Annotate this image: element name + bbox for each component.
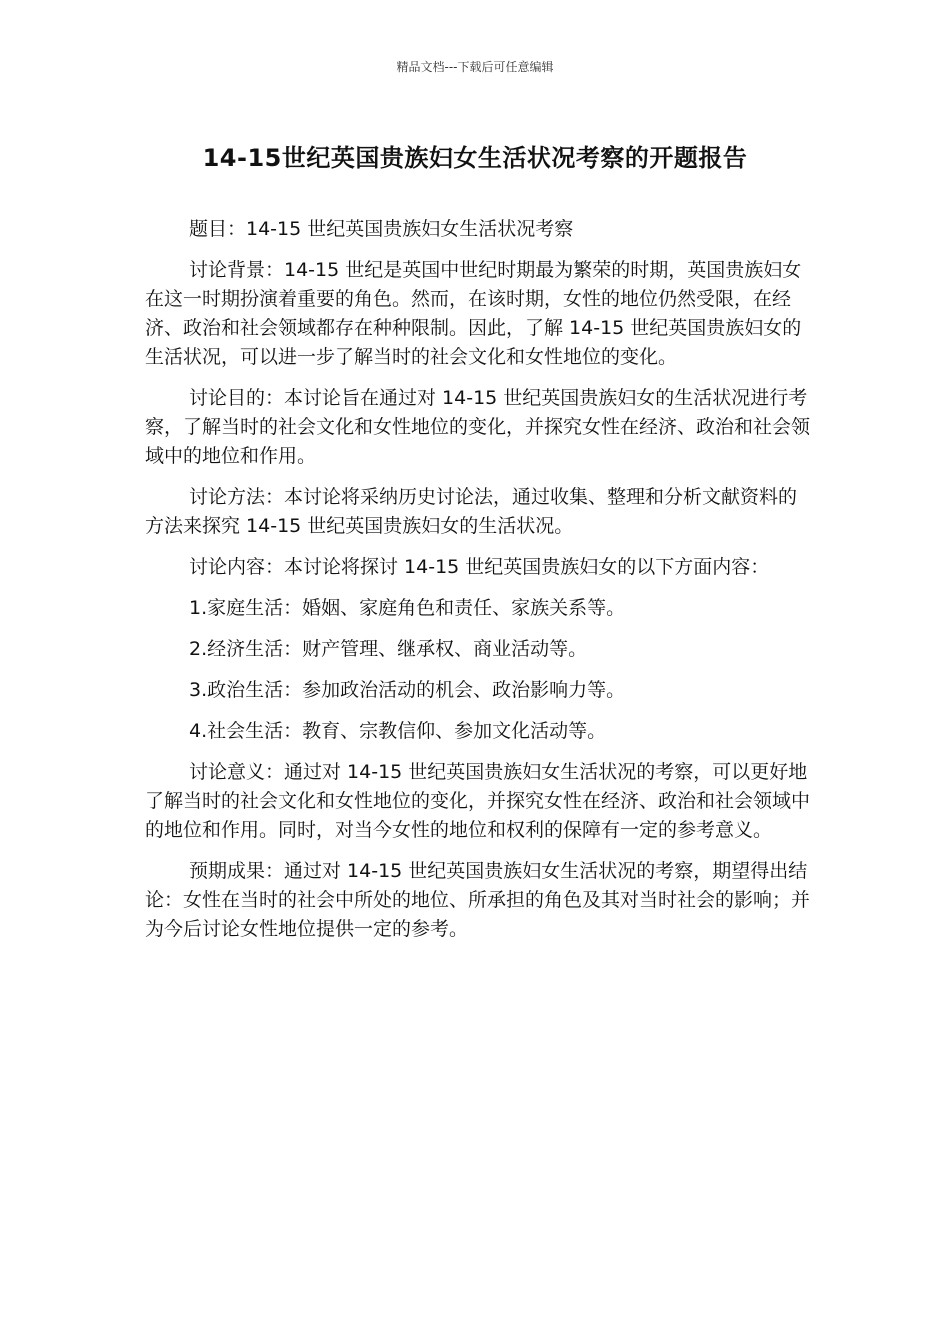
paragraph-background: 讨论背景：14-15 世纪是英国中世纪时期最为繁荣的时期，英国贵族妇女在这一时期扮演着重要的角色。然而，在该时期，女性的地位仍然受限，在经济、政治和社会领域都存在种种限制。因此，了解 14-15 世纪英国贵族妇女的生活状况，可以进一步了解当时的社会文化和女性地位的变化。	[145, 259, 802, 368]
paragraph-method: 讨论方法：本讨论将采纳历史讨论法，通过收集、整理和分析文献资料的方法来探究 14-15 世纪英国贵族妇女的生活状况。	[145, 486, 798, 537]
list-item-family-life: 1.家庭生活：婚姻、家庭角色和责任、家族关系等。	[189, 597, 626, 619]
paragraph-purpose: 讨论目的：本讨论旨在通过对 14-15 世纪英国贵族妇女的生活状况进行考察，了解当时的社会文化和女性地位的变化，并探究女性在经济、政治和社会领域中的地位和作用。	[145, 387, 811, 467]
paragraph-topic: 题目：14-15 世纪英国贵族妇女生活状况考察	[189, 218, 574, 240]
list-item-political-life: 3.政治生活：参加政治活动的机会、政治影响力等。	[189, 679, 626, 701]
page-header: 精品文档---下载后可任意编辑	[396, 60, 554, 74]
document-body	[145, 215, 810, 956]
paragraph-expected-results: 预期成果：通过对 14-15 世纪英国贵族妇女生活状况的考察，期望得出结论：女性在当时的社会中所处的地位、所承担的角色及其对当时社会的影响；并为今后讨论女性地位提供一定的参考。	[145, 860, 811, 940]
paragraph-significance: 讨论意义：通过对 14-15 世纪英国贵族妇女生活状况的考察，可以更好地了解当时的社会文化和女性地位的变化，并探究女性在经济、政治和社会领域中的地位和作用。同时，对当今女性的地位和权利的保障有一定的参考意义。	[145, 761, 811, 841]
document-title: 14-15世纪英国贵族妇女生活状况考察的开题报告	[202, 144, 748, 172]
list-item-social-life: 4.社会生活：教育、宗教信仰、参加文化活动等。	[189, 720, 607, 742]
list-item-economic-life: 2.经济生活：财产管理、继承权、商业活动等。	[189, 638, 588, 660]
paragraph-content: 讨论内容：本讨论将探讨 14-15 世纪英国贵族妇女的以下方面内容：	[189, 556, 770, 578]
